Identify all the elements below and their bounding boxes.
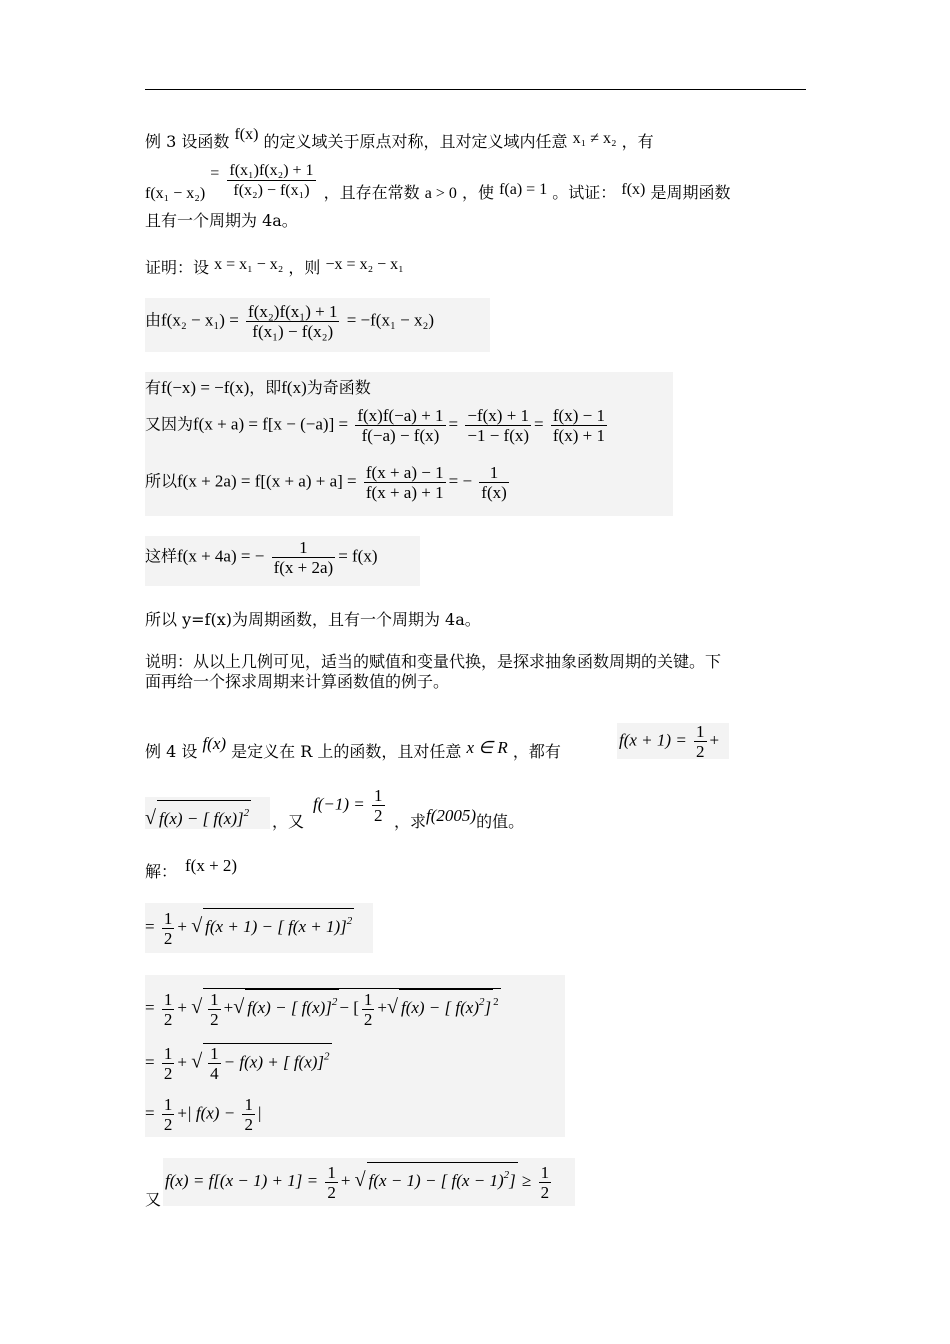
sol2-den: 2 (163, 1009, 173, 1029)
ex4-find: ，求 (394, 812, 427, 831)
eq1-frac (246, 302, 339, 341)
sol4-num2: 1 (244, 1095, 253, 1114)
sol4-den: 2 (163, 1115, 173, 1134)
so-pre: 所以 (145, 471, 178, 491)
sol4-num: 1 (163, 1095, 173, 1114)
sol3-q-den: 4 (210, 1064, 219, 1083)
sol-line1 (145, 908, 354, 948)
again-pre: 又 (145, 1190, 162, 1209)
sqrt-icon: √ (233, 996, 245, 1018)
ex4-value-text: 的值。 (476, 812, 525, 831)
ex3-fx2: f(x) (621, 181, 646, 198)
sol2-in-den: 2 (210, 1009, 219, 1029)
sol3-half (162, 1044, 175, 1083)
sol1-sq: 2 (346, 915, 353, 927)
sol2-close: ] (484, 998, 492, 1017)
thus-pre: 这样 (145, 546, 178, 566)
sqrt-icon: √ (191, 1050, 203, 1073)
last-geq: ≥ (521, 1171, 532, 1190)
ex3-domain-text: 的定义域关于原点对称，且对定义域内任意 (263, 132, 568, 151)
sqrt-icon: √ (354, 1169, 366, 1191)
ex4-fm1-num: 1 (374, 786, 383, 805)
proof-set-x: x = x₁ − x₂ (214, 256, 284, 273)
last-lhs: f(x) = f[(x − 1) + 1] = (165, 1171, 319, 1190)
note-line2: 面再给一个探求周期来计算函数值的例子。 (145, 672, 450, 691)
because-eq2: = (534, 414, 544, 434)
b-den1: f(−a) − f(x) (361, 426, 440, 445)
sol2-sq3: 2 (493, 996, 499, 1008)
last-close: ] (509, 1171, 516, 1190)
sol2-in-plus: + (223, 998, 234, 1017)
conclusion: 所以 y=f(x)为周期函数，且有一个周期为 4a。 (145, 610, 481, 629)
sol1-sqrt (203, 908, 354, 939)
b-num2: −f(x) + 1 (467, 406, 530, 425)
s-den2: f(x) (481, 483, 507, 502)
ex3-lhs: f(x₁ − x₂) (145, 185, 206, 202)
thus-lhs: f(x + 4a) = − (177, 546, 265, 566)
ex4-def-text: 是定义在 R 上的函数，且对任意 (231, 742, 462, 761)
proof-neg-x: −x = x₂ − x₁ (325, 256, 404, 273)
last-sq: 2 (503, 1169, 510, 1181)
last-line (165, 1162, 554, 1202)
t-den: f(x + 2a) (273, 558, 334, 577)
s-num2: 1 (479, 463, 508, 483)
because-frac3 (551, 406, 607, 445)
s-num: f(x + a) − 1 (365, 463, 444, 482)
ex4-have: ，都有 (512, 742, 561, 761)
ex3-such-text: ，使 (461, 183, 494, 202)
sol-line2 (145, 988, 501, 1029)
sol3-quarter (208, 1044, 221, 1083)
sol2-inner-half (208, 990, 221, 1029)
sol3-sq: 2 (324, 1050, 330, 1063)
ex4-half (694, 722, 707, 761)
ex3-fx: f(x) (234, 126, 259, 143)
eq1-lhs: f(x₂ − x₁) = (161, 310, 239, 330)
sol1-num: 1 (163, 908, 173, 928)
so-frac1 (364, 463, 446, 502)
sol4-half2 (242, 1095, 255, 1134)
sol2-sqrt-b (399, 989, 493, 1020)
last-den2: 2 (540, 1182, 550, 1202)
eq1-den: f(x₁) − f(x₂) (252, 322, 334, 341)
ex4-sqrt-expr: f(x) − [ f(x)] (158, 809, 244, 828)
so-frac2 (479, 463, 508, 502)
eq1-num: f(x₂)f(x₁) + 1 (248, 302, 338, 321)
ex4-fx1 (619, 722, 719, 761)
ex3-periodic-text: 是周期函数 (650, 183, 731, 202)
sol4-half (162, 1095, 175, 1134)
eq1-rhs: = −f(x₁ − x₂) (346, 310, 435, 330)
eq1 (145, 302, 434, 341)
odd-line (145, 376, 371, 400)
sol2-eq: = (145, 998, 155, 1017)
sol2-in2-den: 2 (363, 1009, 373, 1029)
ex4-sqrt (157, 800, 251, 831)
b-den3: f(x) + 1 (552, 426, 605, 445)
sol2-sq1: 2 (331, 996, 338, 1008)
header-rule (145, 89, 806, 90)
ex3-prefix: 例 3 设函数 (145, 132, 230, 151)
because-frac1 (355, 406, 445, 445)
sol1-plus: + (177, 917, 187, 936)
sqrt-icon: √ (145, 807, 156, 829)
sol2-in-num: 1 (210, 989, 219, 1009)
ex4-also: ，又 (272, 812, 305, 831)
sol2-plus: + (177, 998, 187, 1017)
last-sqrt (367, 1162, 518, 1193)
sqrt-icon: √ (191, 915, 203, 937)
sol-line3 (145, 1043, 332, 1083)
ex4-f-x1: f(x + 1) = (619, 730, 687, 750)
ex3-num: f(x₁)f(x₂) + 1 (229, 162, 314, 179)
sol2-sq2: 2 (479, 996, 485, 1008)
thus-frac (272, 538, 336, 577)
sol3-eq: = (145, 1052, 155, 1072)
ex3-prove-text: 。试证： (552, 183, 617, 202)
thus-line (145, 538, 378, 577)
ex4-line1 (145, 734, 561, 762)
odd-fx: f(x) (281, 378, 307, 397)
sol1-sqrt-expr: f(x + 1) − [ f(x + 1)] (205, 917, 347, 936)
last-sqrt-expr: f(x − 1) − [ f(x − 1) (368, 1171, 504, 1190)
because-pre: 又因为 (145, 414, 194, 434)
sol3-num: 1 (163, 1044, 173, 1063)
ex4-f2005: f(2005) (426, 806, 477, 825)
b-num1: f(x)f(−a) + 1 (357, 406, 444, 425)
ex3-line3: 且有一个周期为 4a。 (145, 211, 298, 230)
ex4-fx: f(x) (202, 734, 227, 753)
ex3-equals: = (210, 165, 220, 182)
sol4-eq: = (145, 1103, 155, 1123)
ex3-fa: f(a) = 1 (499, 181, 548, 198)
sol2-sqrt-a (245, 989, 339, 1020)
odd-post: 为奇函数 (306, 378, 371, 397)
odd-mid: ，即 (249, 378, 282, 397)
solution-fx2: f(x + 2) (185, 856, 238, 875)
because-lhs: f(x + a) = f[x − (−a)] = (193, 414, 349, 434)
odd-pre: 有 (145, 378, 162, 397)
sol2-in2: f(x) − [ f(x) (400, 998, 479, 1017)
sol3-plus: + (177, 1052, 187, 1072)
proof-label: 证明：设 (145, 258, 210, 277)
sol4-den2: 2 (244, 1115, 253, 1134)
sol1-den: 2 (163, 928, 173, 948)
s-den: f(x + a) + 1 (365, 483, 444, 502)
b-num3: f(x) − 1 (552, 406, 605, 425)
ex3-cond: x₁ ≠ x₂ (572, 130, 617, 147)
last-num2: 1 (540, 1162, 550, 1182)
so-minus: = − (448, 471, 473, 491)
sol4-abs: | f(x) − (186, 1103, 236, 1123)
ex4-find-line (394, 806, 525, 832)
ex4-plus: + (709, 730, 720, 750)
ex4-fm1-frac (372, 786, 385, 825)
sol2-outer-sqrt (203, 988, 500, 1029)
ex4-sq: 2 (243, 807, 250, 819)
ex3-fraction (227, 161, 315, 200)
last-plus: + (340, 1171, 351, 1190)
because-eq1: = (448, 414, 459, 434)
proof-then: ，则 (288, 258, 321, 277)
ex3-line1 (145, 126, 654, 153)
solution-label: 解： (145, 862, 178, 881)
thus-rhs: = f(x) (338, 546, 378, 566)
last-half2 (539, 1163, 552, 1202)
ex3-a-cond: a > 0 (424, 185, 457, 202)
sol3-den: 2 (163, 1064, 173, 1083)
sol3-sqrt (203, 1043, 331, 1083)
sol4-abs-close: | (257, 1103, 262, 1123)
ex4-f-m1: f(−1) = (313, 794, 365, 814)
sol2-in2-plus: + (377, 998, 387, 1017)
eq1-you: 由 (145, 310, 162, 330)
odd-eq: f(−x) = −f(x) (161, 378, 250, 397)
sol3-tail: − f(x) + [ f(x)] (223, 1052, 325, 1072)
last-num: 1 (327, 1162, 336, 1182)
sol2-in2-num: 1 (363, 989, 373, 1009)
b-den2: −1 − f(x) (467, 426, 530, 445)
ex4-half-den: 2 (696, 742, 705, 761)
sol2-in1: f(x) − [ f(x)] (247, 998, 332, 1017)
ex4-prefix: 例 4 设 (145, 742, 198, 761)
ex3-mid-text: ，且存在常数 (323, 183, 420, 202)
because-line (145, 406, 610, 445)
ex4-x-in-r: x ∈ R (466, 738, 508, 757)
proof-line1 (145, 258, 404, 279)
sol2-num: 1 (163, 989, 173, 1009)
so-line (145, 463, 512, 502)
sol2-mid: − [ (339, 998, 359, 1017)
ex4-fm1 (313, 786, 388, 825)
sol4-plus: + (177, 1103, 187, 1123)
sol1-eq: = (145, 917, 155, 936)
sqrt-icon: √ (191, 996, 203, 1018)
so-lhs: f(x + 2a) = f[(x + a) + a] = (177, 471, 357, 491)
sol2-half (162, 990, 175, 1029)
last-half (325, 1163, 338, 1202)
note-line1: 说明：从以上几例可见，适当的赋值和变量代换，是探求抽象函数周期的关键。下 (145, 652, 722, 671)
last-den: 2 (327, 1182, 336, 1202)
sol1-half (162, 909, 175, 948)
ex3-have: ，有 (621, 132, 654, 151)
ex4-line2 (145, 800, 251, 831)
ex3-line2 (145, 160, 731, 202)
sqrt-icon: √ (386, 996, 398, 1018)
sol3-q-num: 1 (210, 1044, 219, 1063)
because-frac2 (465, 406, 531, 445)
ex3-den: f(x₂) − f(x₁) (233, 182, 310, 199)
ex4-fm1-den: 2 (374, 806, 383, 825)
sol2-inner-half2 (362, 990, 375, 1029)
sol-line4 (145, 1095, 261, 1134)
ex4-half-num: 1 (696, 722, 705, 741)
t-num: 1 (272, 538, 336, 558)
